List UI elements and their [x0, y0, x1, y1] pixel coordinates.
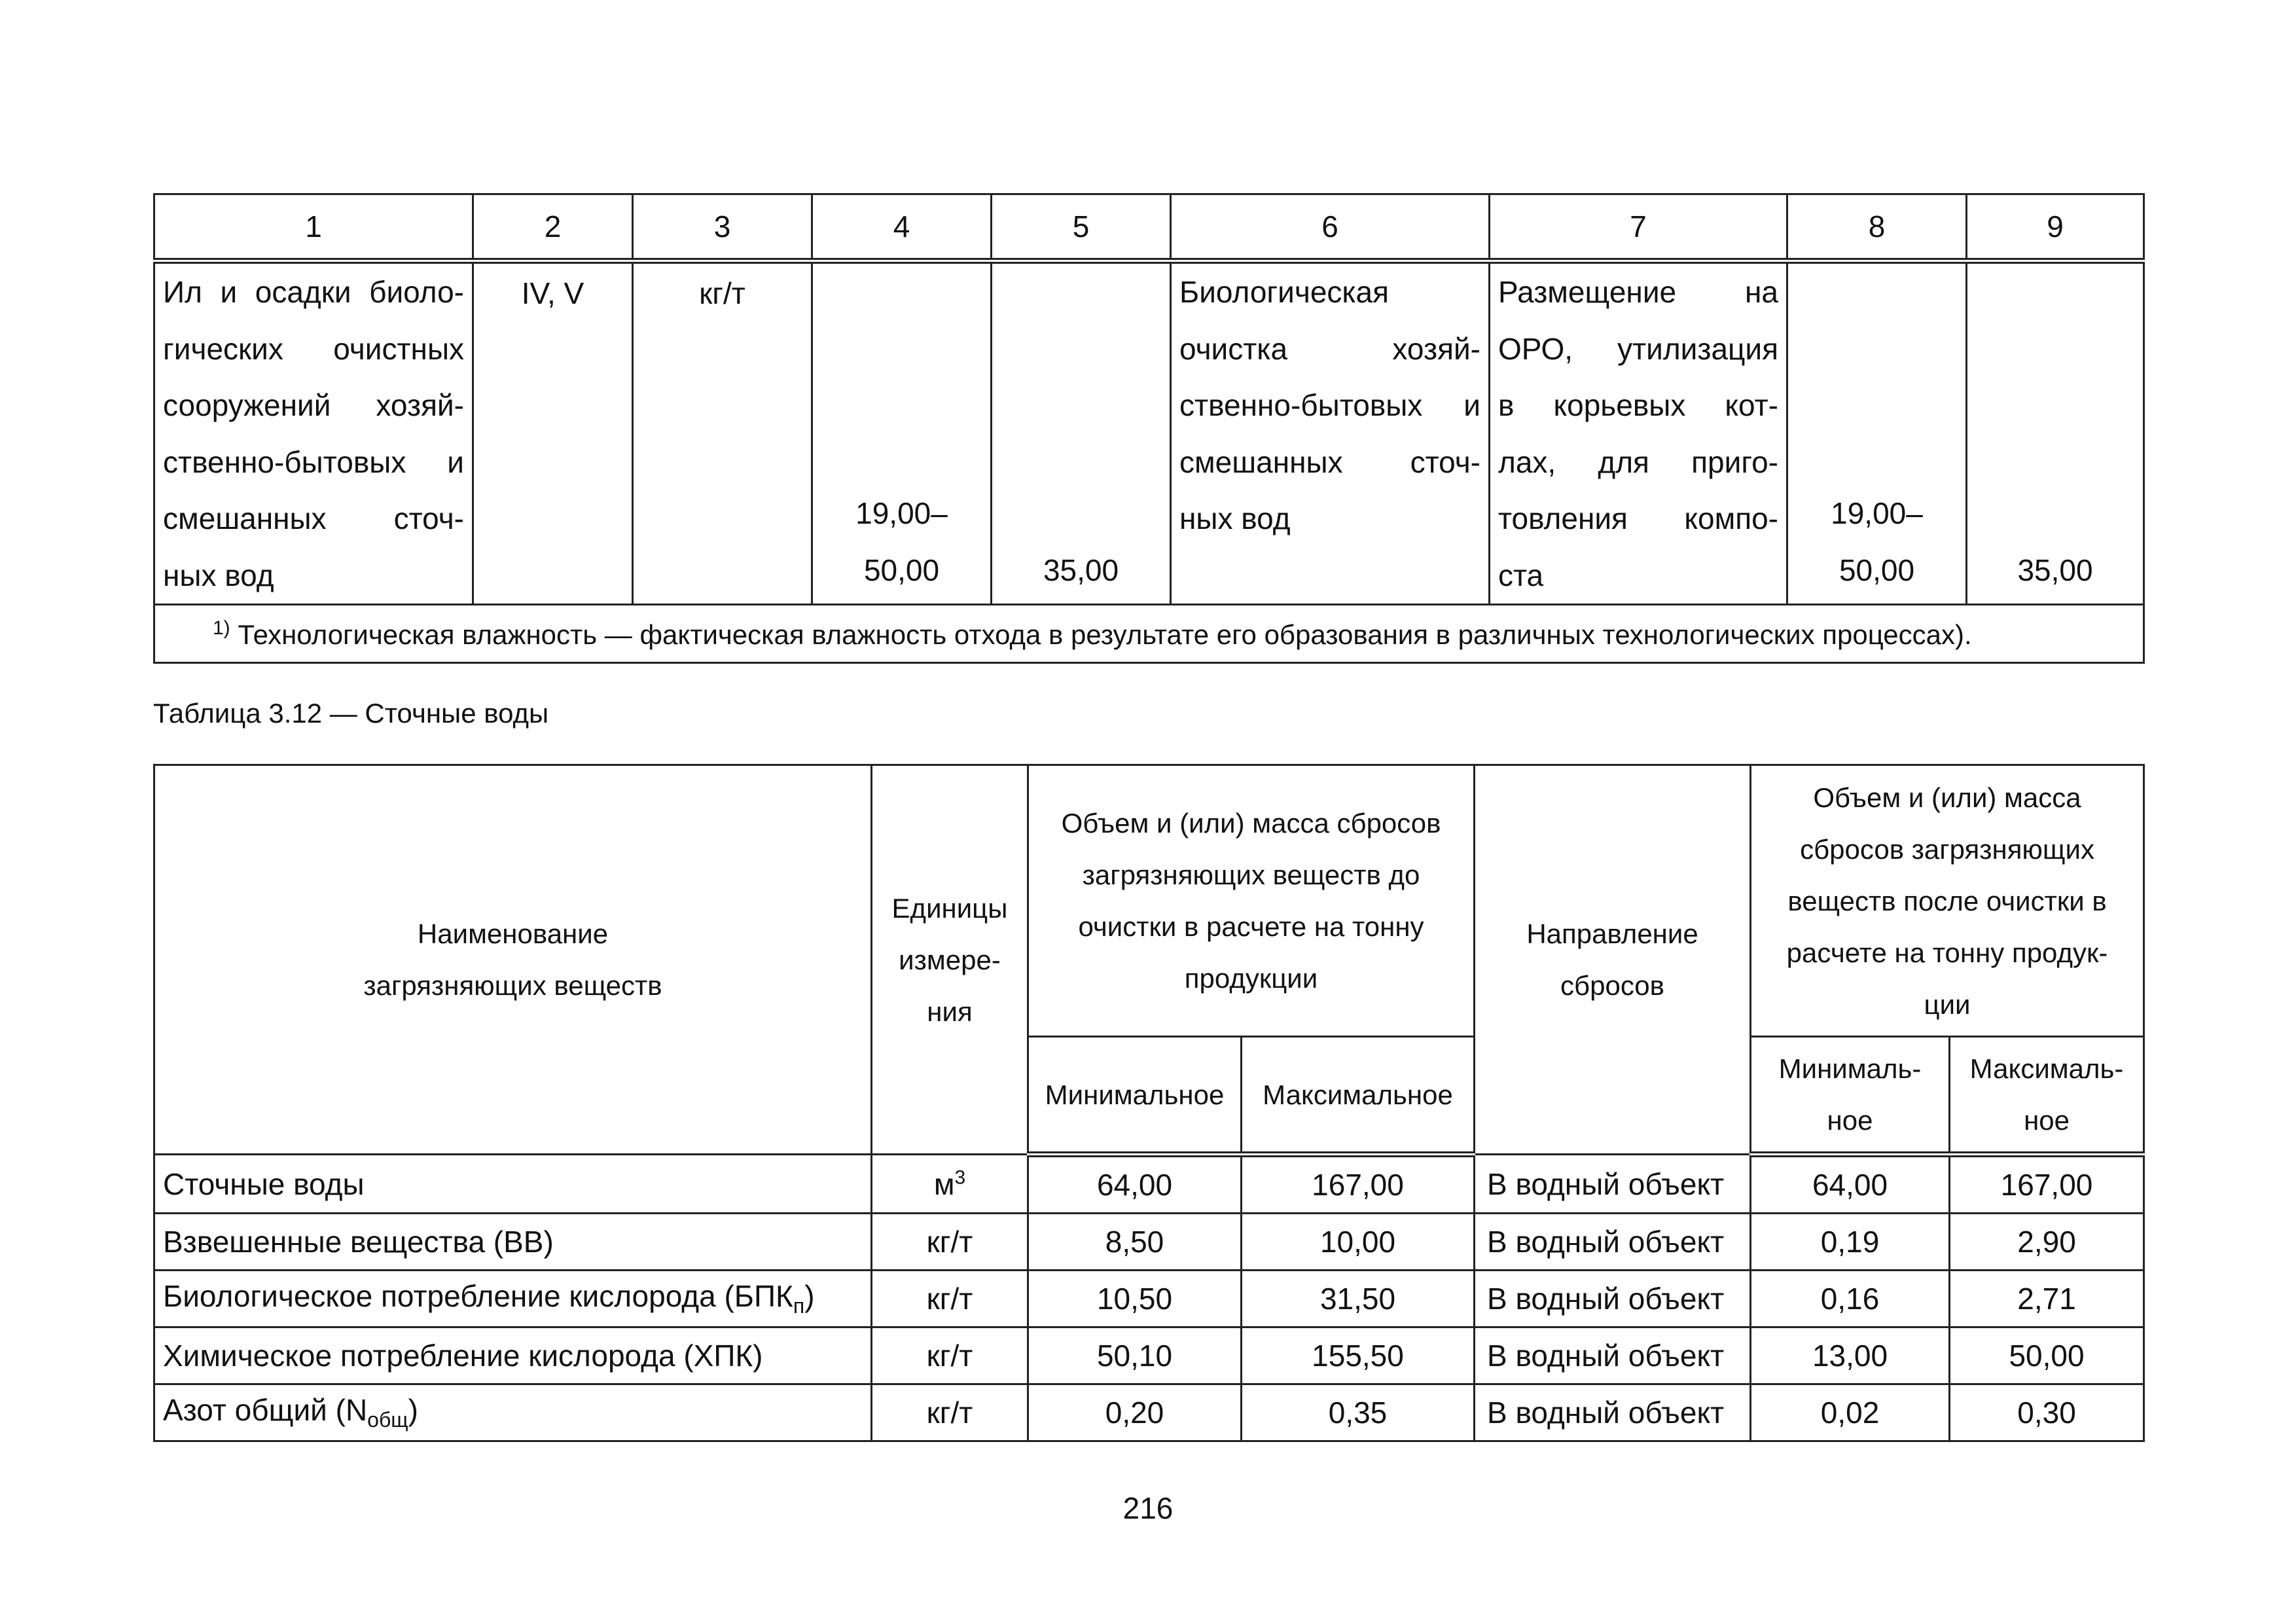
footnote-row	[154, 605, 2144, 663]
disposal-method-cell: Размещение на ОРО, утилизация в корьевых кот- лах, для приго- товления компо- ста	[1490, 261, 1787, 605]
footnote: $^{1)}$ Технологическая влажность — фактическая влажность отхода в результате его образования в различных технологических процессах).	[154, 605, 2144, 663]
header-row	[154, 765, 2144, 1037]
unit-cell: кг/т	[633, 261, 812, 605]
col-number: 1	[154, 194, 473, 261]
col-number: 9	[1967, 194, 2144, 261]
max-after-value: 0,30	[1950, 1384, 2144, 1441]
min-before-value: 10,50	[1028, 1271, 1242, 1327]
min-after-value: 0,02	[1751, 1384, 1950, 1441]
unit: $м^3$	[872, 1155, 1028, 1214]
discharge-direction: В водный объект	[1475, 1155, 1751, 1214]
table-row	[154, 1327, 2144, 1384]
value-cell: 35,00	[1967, 261, 2144, 605]
header-after-treatment: Объем и (или) масса сбросов загрязняющих веществ после очистки в расчете на тонну продук- ции	[1751, 765, 2144, 1037]
header-unit: Единицы измере- ния	[872, 765, 1028, 1155]
table-row	[154, 261, 2144, 605]
table-row	[154, 1271, 2144, 1327]
unit: кг/т	[872, 1214, 1028, 1271]
discharge-direction: В водный объект	[1475, 1327, 1751, 1384]
discharge-direction: В водный объект	[1475, 1384, 1751, 1441]
substance-name: Взвешенные вещества (ВВ)	[154, 1214, 872, 1271]
col-number: 5	[992, 194, 1171, 261]
col-number: 8	[1787, 194, 1967, 261]
max-after-value: 2,71	[1950, 1271, 2144, 1327]
min-before-value: 50,10	[1028, 1327, 1242, 1384]
max-after-value: 50,00	[1950, 1327, 2144, 1384]
header-before-treatment: Объем и (или) масса сбросов загрязняющих веществ до очистки в расчете на тонну продукции	[1028, 765, 1475, 1037]
wastewater-table	[153, 764, 2145, 1442]
table-row	[154, 1384, 2144, 1441]
header-min-before: Минимальное	[1028, 1037, 1242, 1155]
col-number: 4	[812, 194, 992, 261]
column-number-row	[154, 194, 2144, 261]
min-before-value: 0,20	[1028, 1384, 1242, 1441]
header-min-after: Минималь- ное	[1751, 1037, 1950, 1155]
discharge-direction: В водный объект	[1475, 1214, 1751, 1271]
table-row	[154, 1155, 2144, 1214]
unit: кг/т	[872, 1384, 1028, 1441]
col-number: 2	[473, 194, 633, 261]
min-after-value: 13,00	[1751, 1327, 1950, 1384]
substance-name: Азот общий $(N_{общ})$	[154, 1384, 872, 1441]
col-number: 6	[1171, 194, 1490, 261]
unit: кг/т	[872, 1327, 1028, 1384]
unit: кг/т	[872, 1271, 1028, 1327]
col-number: 3	[633, 194, 812, 261]
discharge-direction: В водный объект	[1475, 1271, 1751, 1327]
min-after-value: 0,19	[1751, 1214, 1950, 1271]
treatment-method-cell: Биологическая очистка хозяй- ственно-бытовых и смешанных сточ- ных вод	[1171, 261, 1490, 605]
header-max-after: Максималь- ное	[1950, 1037, 2144, 1155]
min-after-value: 64,00	[1751, 1155, 1950, 1214]
table-caption: Таблица 3.12 — Сточные воды	[153, 698, 549, 729]
table-row	[154, 1214, 2144, 1271]
substance-name: Биологическое потребление кислорода $(БПК_п)$	[154, 1271, 872, 1327]
value-range-cell: 19,00– 50,00	[1787, 261, 1967, 605]
header-substance-name: Наименование загрязняющих веществ	[154, 765, 872, 1155]
col-number: 7	[1490, 194, 1787, 261]
max-before-value: 0,35	[1242, 1384, 1475, 1441]
max-after-value: 167,00	[1950, 1155, 2144, 1214]
max-before-value: 10,00	[1242, 1214, 1475, 1271]
max-before-value: 155,50	[1242, 1327, 1475, 1384]
substance-name: Сточные воды	[154, 1155, 872, 1214]
waste-table-continuation	[153, 193, 2145, 664]
header-discharge-direction: Направление сбросов	[1475, 765, 1751, 1155]
substance-name: Химическое потребление кислорода (ХПК)	[154, 1327, 872, 1384]
header-max-before: Максимальное	[1242, 1037, 1475, 1155]
value-range-cell: 19,00– 50,00	[812, 261, 992, 605]
max-before-value: 167,00	[1242, 1155, 1475, 1214]
value-cell: 35,00	[992, 261, 1171, 605]
max-after-value: 2,90	[1950, 1214, 2144, 1271]
hazard-class-cell: IV, V	[473, 261, 633, 605]
page-number: 216	[1122, 1491, 1174, 1525]
max-before-value: 31,50	[1242, 1271, 1475, 1327]
min-before-value: 64,00	[1028, 1155, 1242, 1214]
waste-name-cell: Ил и осадки биоло- гических очистных сооружений хозяй- ственно-бытовых и смешанных сточ- ных вод	[154, 261, 473, 605]
min-after-value: 0,16	[1751, 1271, 1950, 1327]
min-before-value: 8,50	[1028, 1214, 1242, 1271]
